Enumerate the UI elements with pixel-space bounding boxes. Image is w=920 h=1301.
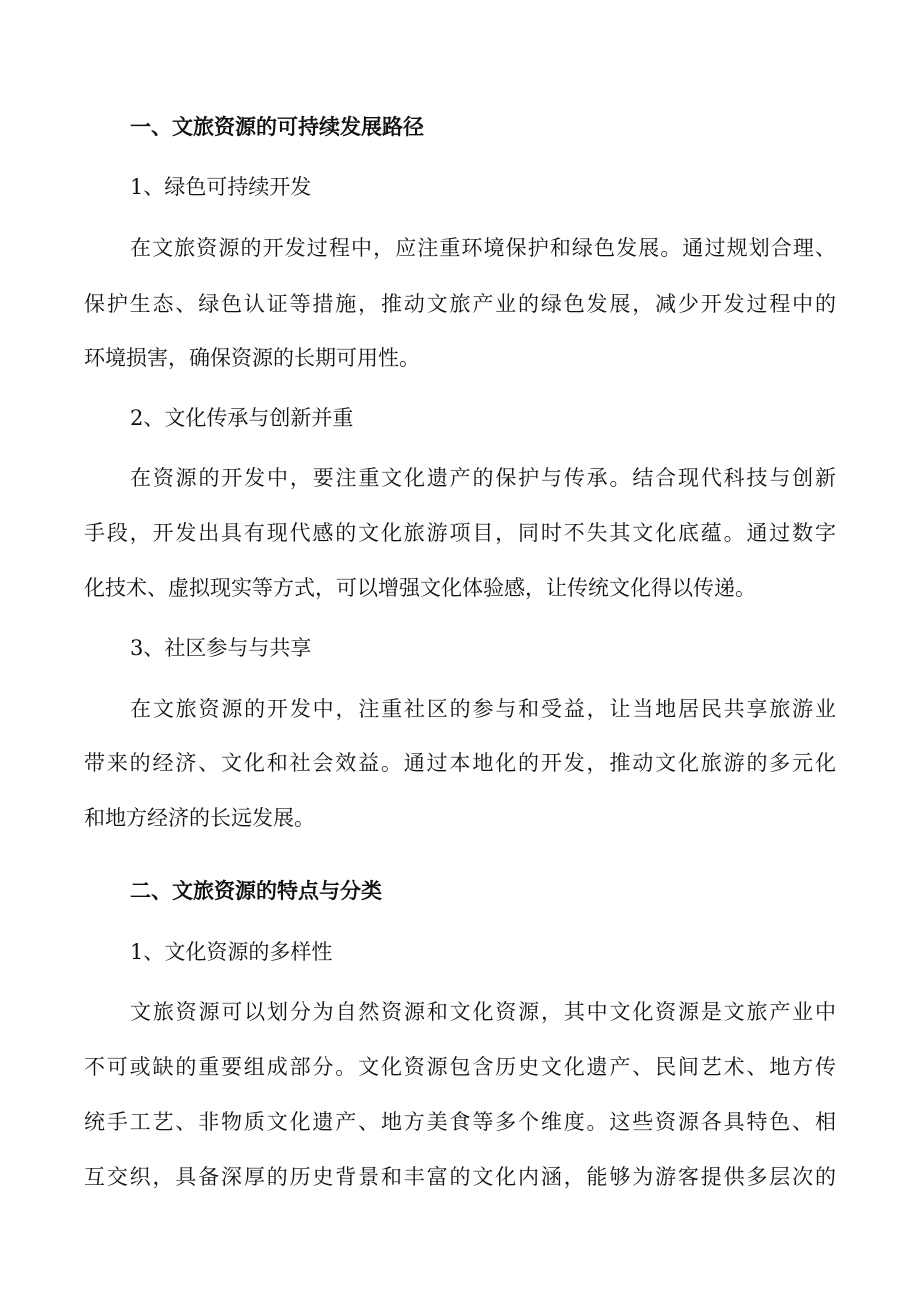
paragraph-line: 环境损害，确保资源的长期可用性。 [84,346,420,370]
paragraph-line: 在文旅资源的开发中，注重社区的参与和受益，让当地居民共享旅游业 [130,697,836,721]
paragraph-line: 在资源的开发中，要注重文化遗产的保护与传承。结合现代科技与创新 [130,466,836,490]
paragraph-line: 保护生态、绿色认证等措施，推动文旅产业的绿色发展，减少开发过程中的 [84,292,836,316]
paragraph-line: 带来的经济、文化和社会效益。通过本地化的开发，推动文化旅游的多元化 [84,751,836,775]
paragraph-line: 化技术、虚拟现实等方式，可以增强文化体验感，让传统文化得以传递。 [84,576,756,600]
section-heading-2: 二、文旅资源的特点与分类 [130,879,382,903]
paragraph-line: 和地方经济的长远发展。 [84,806,315,830]
paragraph-line: 在文旅资源的开发过程中，应注重环境保护和绿色发展。通过规划合理、 [130,236,836,260]
paragraph-line: 统手工艺、非物质文化遗产、地方美食等多个维度。这些资源各具特色、相 [84,1110,836,1134]
subsection-title-2-1: 1、文化资源的多样性 [130,940,333,964]
paragraph-line: 手段，开发出具有现代感的文化旅游项目，同时不失其文化底蕴。通过数字 [84,521,836,545]
paragraph-line: 不可或缺的重要组成部分。文化资源包含历史文化遗产、民间艺术、地方传 [84,1055,836,1079]
subsection-title-1-3: 3、社区参与与共享 [130,636,312,660]
paragraph-line: 文旅资源可以划分为自然资源和文化资源，其中文化资源是文旅产业中 [130,1000,836,1024]
subsection-title-1-1: 1、绿色可持续开发 [130,175,312,199]
section-heading-1: 一、文旅资源的可持续发展路径 [130,115,424,139]
subsection-title-1-2: 2、文化传承与创新并重 [130,406,354,430]
paragraph-line: 互交织，具备深厚的历史背景和丰富的文化内涵，能够为游客提供多层次的 [84,1165,836,1189]
